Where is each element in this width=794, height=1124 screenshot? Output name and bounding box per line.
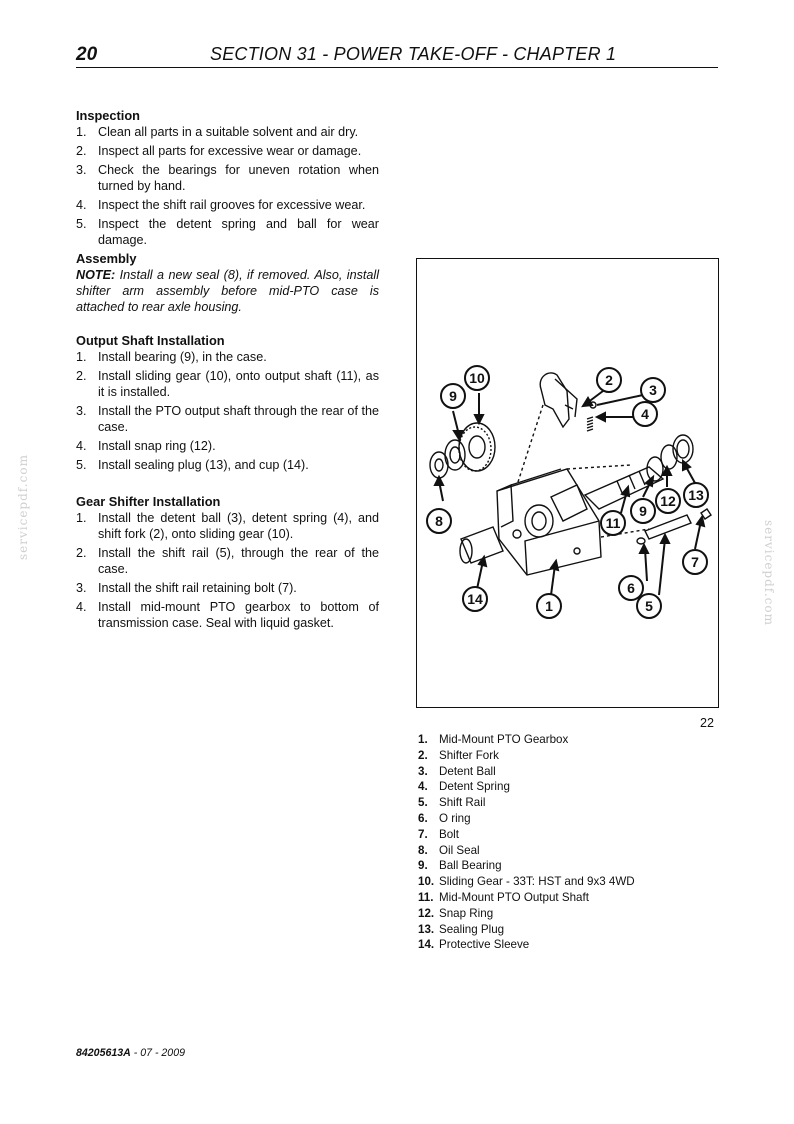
- legend-item: 4. Detent Spring: [418, 780, 510, 794]
- legend-item: 6. O ring: [418, 811, 471, 825]
- svg-text:1: 1: [545, 598, 553, 614]
- assembly-heading: Assembly: [76, 251, 137, 266]
- svg-text:9: 9: [449, 388, 457, 404]
- list-item: 3. Install the shift rail retaining bolt (7).: [76, 581, 297, 595]
- gear-shifter-heading: Gear Shifter Installation: [76, 494, 221, 509]
- figure-number: 22: [700, 716, 715, 730]
- list-item: 5. Install sealing plug (13), and cup (14).: [76, 458, 309, 472]
- legend-item: 1. Mid-Mount PTO Gearbox: [418, 733, 569, 746]
- svg-text:13: 13: [688, 487, 704, 503]
- output-shaft-steps: [76, 349, 379, 473]
- list-item: 1. Clean all parts in a suitable solvent and air dry.: [76, 125, 359, 139]
- svg-text:12: 12: [660, 493, 676, 509]
- document-footer: 84205613A - 07 - 2009: [76, 1047, 185, 1059]
- svg-text:4: 4: [641, 406, 649, 422]
- gear-shifter-steps: [76, 510, 379, 631]
- legend-item: 14. Protective Sleeve: [418, 938, 530, 952]
- inspection-steps: [76, 124, 379, 248]
- legend-item: 9. Ball Bearing: [418, 859, 502, 873]
- legend-item: 7. Bolt: [418, 827, 459, 841]
- svg-text:5: 5: [645, 598, 653, 614]
- list-item: 4. Install snap ring (12).: [76, 439, 216, 453]
- svg-text:8: 8: [435, 513, 443, 529]
- watermark-left: servicepdf.com: [16, 454, 30, 560]
- svg-text:3: 3: [649, 382, 657, 398]
- list-item: 1. Install the detent ball (3), detent spring (4), and shift fork (2), onto sliding gear (10).: [76, 511, 379, 541]
- legend-item: 2. Shifter Fork: [418, 748, 499, 762]
- list-item: 4. Install mid-mount PTO gearbox to bottom of transmission case. Seal with liquid gasket.: [76, 600, 379, 630]
- list-item: 5. Inspect the detent spring and ball for wear damage.: [76, 217, 379, 247]
- svg-text:7: 7: [691, 554, 699, 570]
- text-column: [76, 108, 379, 634]
- header-rule: [76, 67, 718, 68]
- svg-text:9: 9: [639, 503, 647, 519]
- protective-sleeve: [461, 527, 503, 563]
- svg-text:2: 2: [605, 372, 613, 388]
- svg-text:10: 10: [469, 370, 485, 386]
- exploded-view-figure: [416, 258, 719, 708]
- svg-text:6: 6: [627, 580, 635, 596]
- legend-item: 3. Detent Ball: [418, 764, 496, 778]
- output-shaft-heading: Output Shaft Installation: [76, 333, 225, 348]
- list-item: 1. Install bearing (9), in the case.: [76, 350, 267, 364]
- legend-item: 5. Shift Rail: [418, 796, 486, 810]
- legend-item: 12. Snap Ring: [418, 906, 494, 920]
- list-item: 3. Check the bearings for uneven rotation when turned by hand.: [76, 163, 379, 193]
- shift-fork: [540, 373, 569, 427]
- list-item: 2. Install the shift rail (5), through the rear of the case.: [76, 546, 379, 576]
- legend-item: 10. Sliding Gear - 33T: HST and 9x3 4WD: [418, 875, 635, 889]
- list-item: 4. Inspect the shift rail grooves for excessive wear.: [76, 198, 366, 212]
- page-number: 20: [76, 44, 98, 65]
- pto-gearbox-illustration: [417, 259, 718, 707]
- inspection-heading: Inspection: [76, 108, 140, 123]
- assembly-note: NOTE: Install a new seal (8), if removed. Also, install shifter arm assembly before mid-PTO case is attached to rear axle housing.: [76, 268, 380, 314]
- section-title: SECTION 31 - POWER TAKE-OFF - CHAPTER 1: [210, 44, 617, 64]
- legend-item: 13. Sealing Plug: [418, 922, 505, 936]
- legend-item: 11. Mid-Mount PTO Output Shaft: [418, 890, 589, 904]
- watermark-right: servicepdf.com: [762, 520, 776, 626]
- svg-text:14: 14: [467, 591, 483, 607]
- svg-text:11: 11: [605, 515, 621, 531]
- list-item: 2. Inspect all parts for excessive wear or damage.: [76, 144, 362, 158]
- parts-legend: [418, 732, 635, 953]
- list-item: 3. Install the PTO output shaft through the rear of the case.: [76, 404, 379, 434]
- list-item: 2. Install sliding gear (10), onto output shaft (11), as it is installed.: [76, 369, 379, 399]
- legend-item: 8. Oil Seal: [418, 843, 480, 857]
